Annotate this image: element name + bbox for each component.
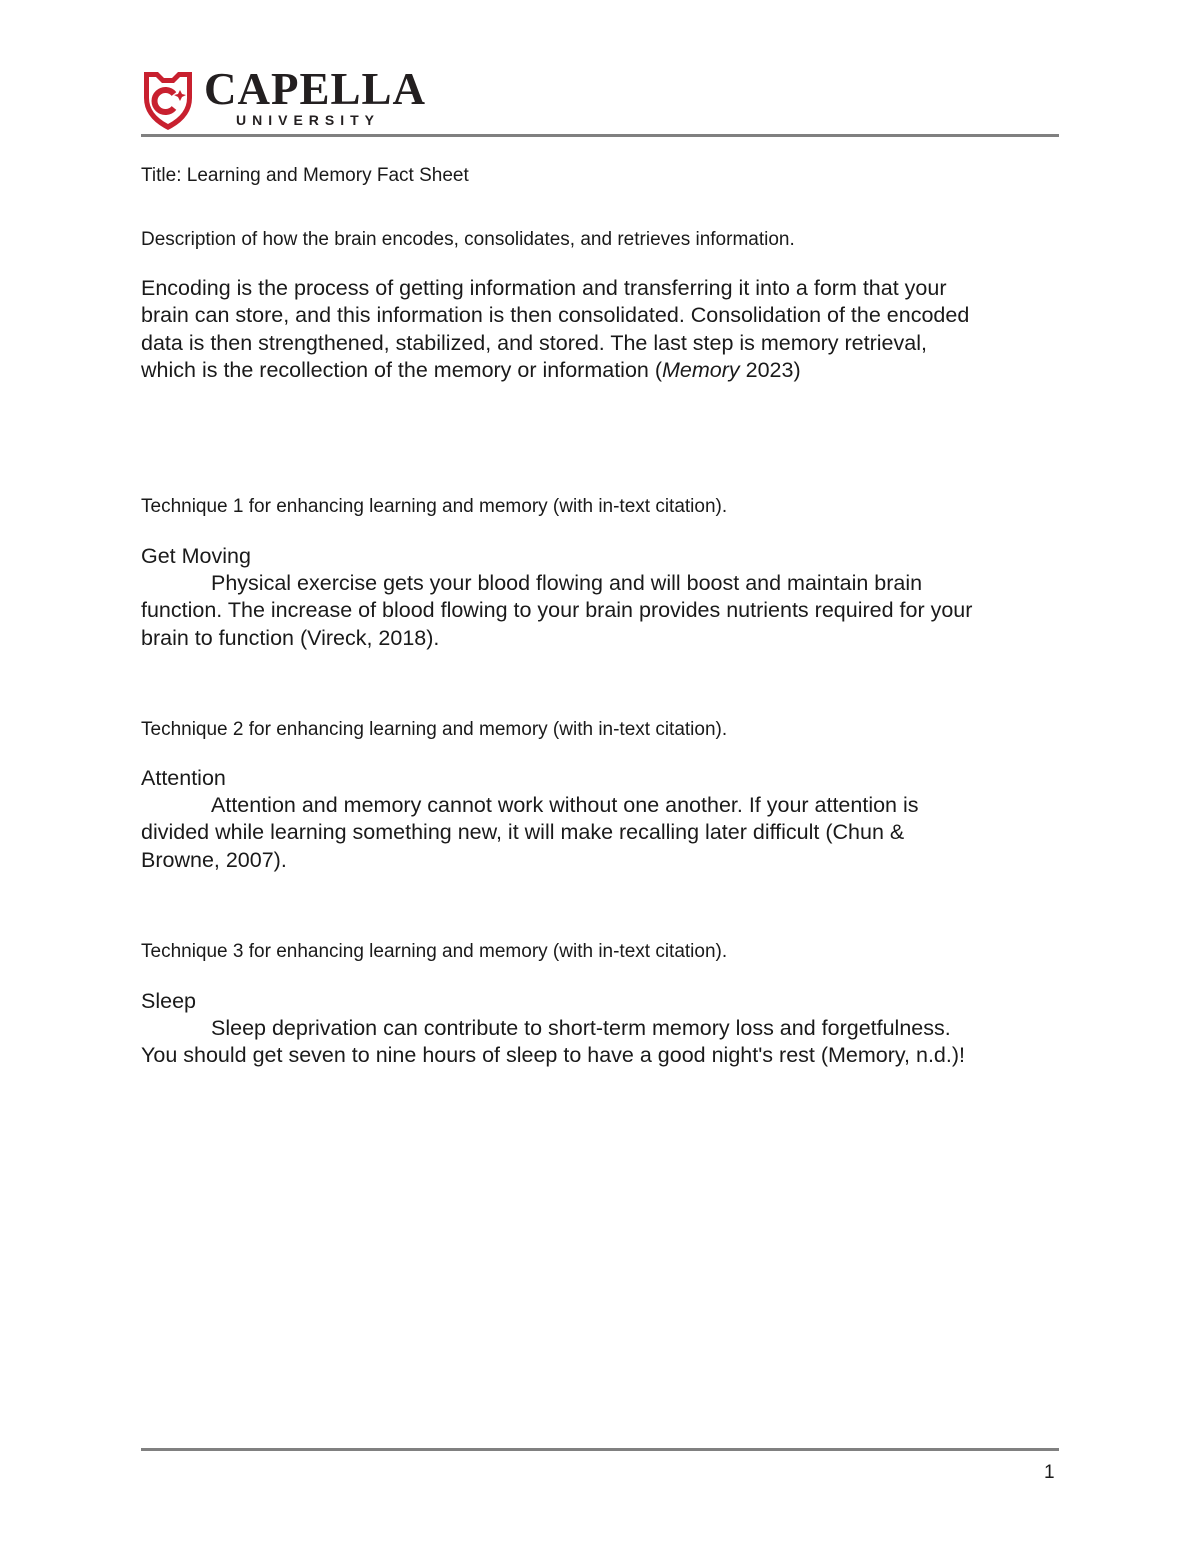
paragraph-text: Physical exercise gets your blood flowing and will boost and maintain brain xyxy=(211,571,923,595)
paragraph-line: data is then strengthened, stabilized, and stored. The last step is memory retrieval, xyxy=(141,330,927,355)
paragraph-text: which is the recollection of the memory or information ( xyxy=(141,357,662,382)
paragraph-text: Sleep deprivation can contribute to short-term memory loss and forgetfulness. xyxy=(211,1016,951,1040)
technique-3-heading: Sleep xyxy=(141,989,196,1013)
description-prompt: Description of how the brain encodes, consolidates, and retrieves information. xyxy=(141,229,795,250)
technique-3-prompt: Technique 3 for enhancing learning and memory (with in-text citation). xyxy=(141,941,728,962)
technique-1-body xyxy=(141,570,1071,652)
paragraph-line xyxy=(141,357,1071,384)
shield-icon xyxy=(140,68,196,132)
paragraph-line xyxy=(141,792,1071,819)
paragraph-line: brain can store, and this information is then consolidated. Consolidation of the encoded xyxy=(141,303,970,328)
paragraph-line: function. The increase of blood flowing to your brain provides nutrients required for your xyxy=(141,598,973,623)
paragraph-line xyxy=(141,1015,1071,1042)
technique-3-body xyxy=(141,1015,1071,1070)
technique-1-heading: Get Moving xyxy=(141,544,251,568)
technique-1-prompt: Technique 1 for enhancing learning and memory (with in-text citation). xyxy=(141,496,728,517)
paragraph-line: Encoding is the process of getting information and transferring it into a form that your xyxy=(141,276,947,300)
technique-2-body xyxy=(141,792,1071,874)
paragraph-text: Attention and memory cannot work without one another. If your attention is xyxy=(211,793,919,817)
technique-2-prompt: Technique 2 for enhancing learning and memory (with in-text citation). xyxy=(141,719,728,740)
logo-wordmark: CAPELLA xyxy=(204,64,427,114)
header-rule xyxy=(141,134,1059,137)
paragraph-line: Browne, 2007). xyxy=(141,847,287,872)
paragraph-line: brain to function (Vireck, 2018). xyxy=(141,625,440,650)
technique-2-heading: Attention xyxy=(141,766,226,790)
paragraph-line: You should get seven to nine hours of sleep to have a good night's rest (Memory, n.d.)! xyxy=(141,1043,965,1068)
paragraph-text: 2023) xyxy=(739,357,801,382)
capella-logo xyxy=(140,64,430,132)
paragraph-line: divided while learning something new, it will make recalling later difficult (Chun & xyxy=(141,820,905,845)
citation-italic: Memory xyxy=(662,357,740,382)
encoding-paragraph xyxy=(141,275,1071,384)
document-title: Title: Learning and Memory Fact Sheet xyxy=(141,165,469,186)
paragraph-line xyxy=(141,570,1071,597)
footer-rule xyxy=(141,1448,1059,1451)
logo-subtitle: UNIVERSITY xyxy=(236,112,381,128)
page-number: 1 xyxy=(1044,1462,1055,1483)
